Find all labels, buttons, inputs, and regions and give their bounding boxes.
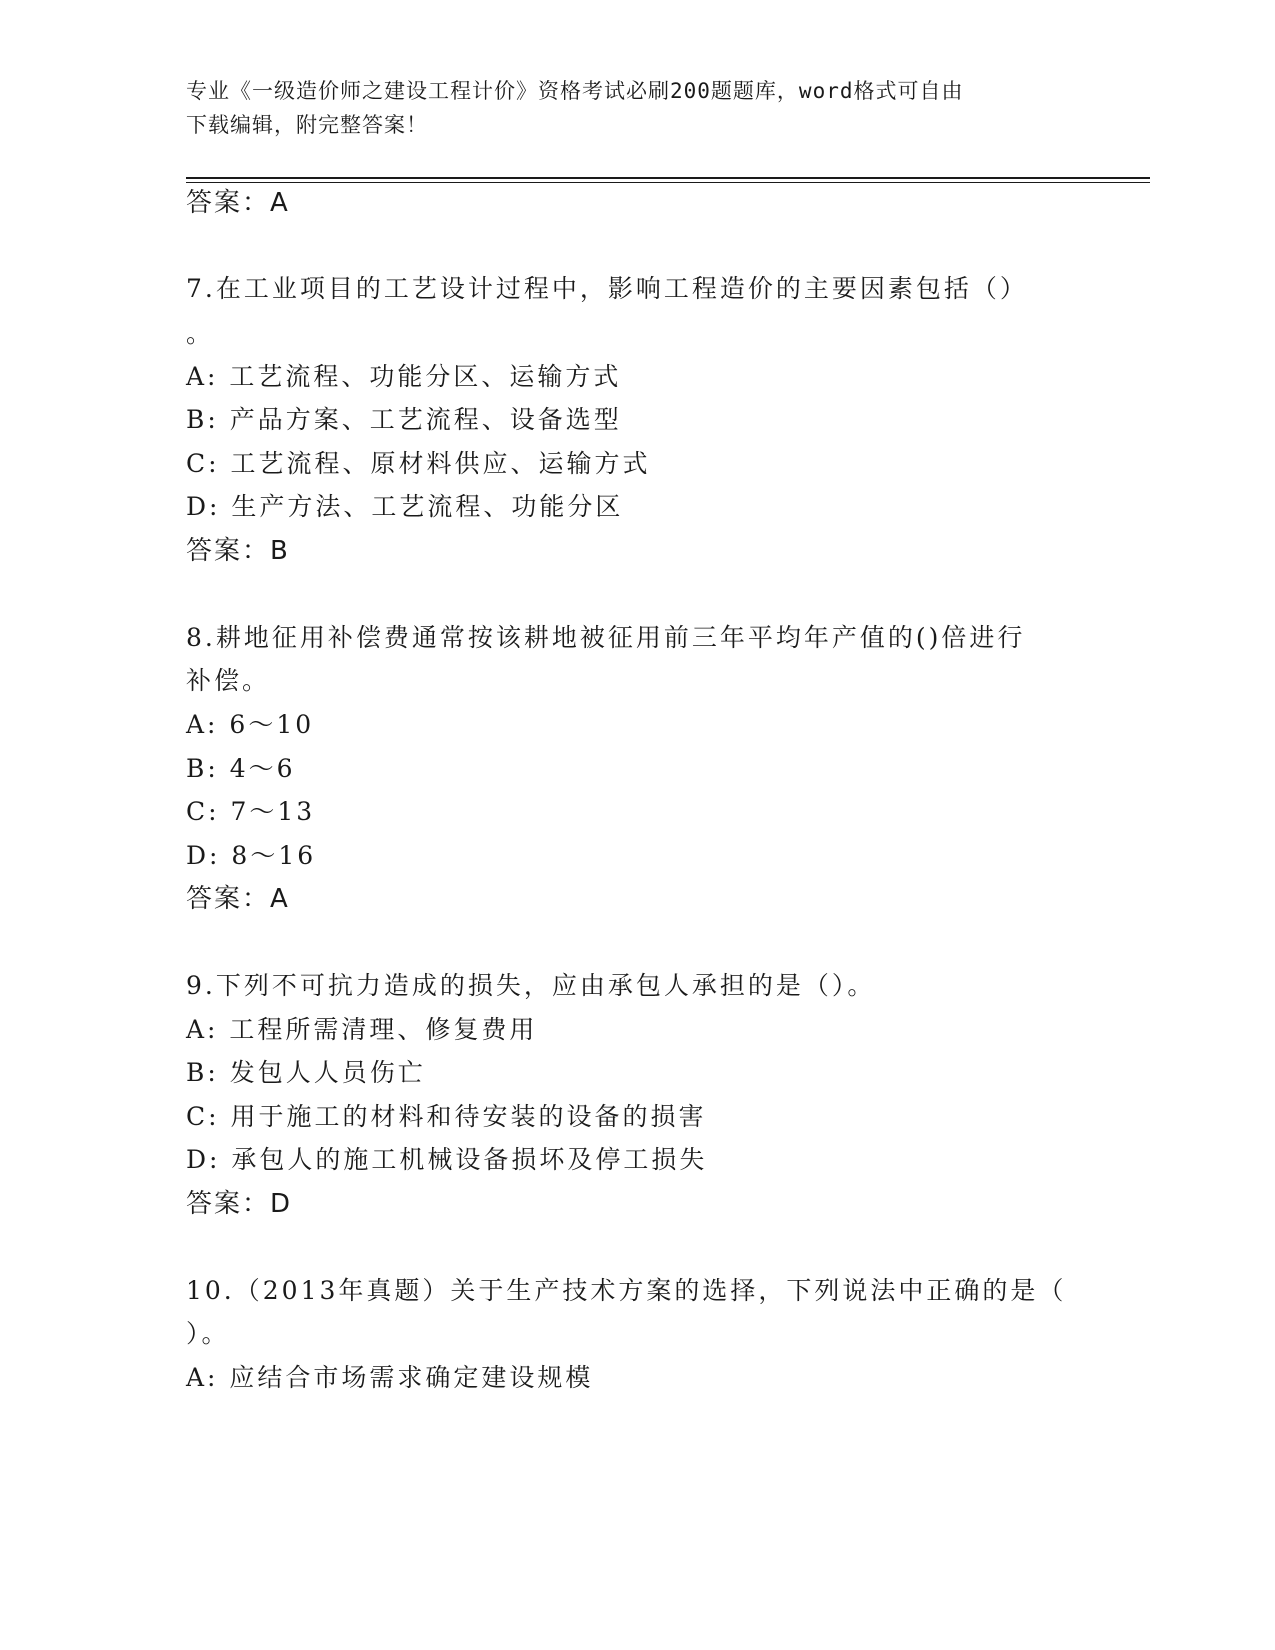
question-8-stem-cont: 补偿。 [186,666,271,695]
question-8-option-c: C: 7～13 [186,797,316,826]
question-8-stem: 8.耕地征用补偿费通常按该耕地被征用前三年平均年产值的()倍进行 [186,623,1026,652]
question-9-stem: 9.下列不可抗力造成的损失，应由承包人承担的是（）。 [186,971,876,1000]
question-9-option-a: A: 工程所需清理、修复费用 [186,1015,538,1044]
question-7-option-a: A: 工艺流程、功能分区、运输方式 [186,362,622,391]
question-8-option-d: D: 8～16 [186,841,317,870]
header-line-2: 下载编辑，附完整答案！ [186,113,428,137]
question-9-option-b: B: 发包人人员伤亡 [186,1058,426,1087]
question-7-option-b: B: 产品方案、工艺流程、设备选型 [186,405,622,434]
question-8-option-a: A: 6～10 [186,710,315,739]
question-7-option-c: C: 工艺流程、原材料供应、运输方式 [186,449,651,478]
question-9-option-c: C: 用于施工的材料和待安装的设备的损害 [186,1102,707,1131]
question-7-stem-cont: 。 [186,319,215,348]
question-10-stem: 10.（2013年真题）关于生产技术方案的选择，下列说法中正确的是（ [186,1276,1067,1305]
question-10-stem-cont: ）。 [186,1319,230,1348]
document-header [186,74,1066,142]
question-9-answer: 答案：D [186,1189,293,1219]
question-7-answer: 答案：B [186,536,290,566]
header-line-1: 专业《一级造价师之建设工程计价》资格考试必刷200题题库，word格式可自由 [186,79,964,103]
prev-answer: 答案：A [186,188,290,218]
question-7-option-d: D: 生产方法、工艺流程、功能分区 [186,492,624,521]
header-divider [186,177,1150,179]
question-8-option-b: B: 4～6 [186,754,296,783]
question-10-option-a: A: 应结合市场需求确定建设规模 [186,1363,594,1392]
header-divider-thin [186,182,1150,183]
question-8-answer: 答案：A [186,884,290,914]
question-7-stem: 7.在工业项目的工艺设计过程中，影响工程造价的主要因素包括（） [186,274,1028,303]
question-9-option-d: D: 承包人的施工机械设备损坏及停工损失 [186,1145,708,1174]
